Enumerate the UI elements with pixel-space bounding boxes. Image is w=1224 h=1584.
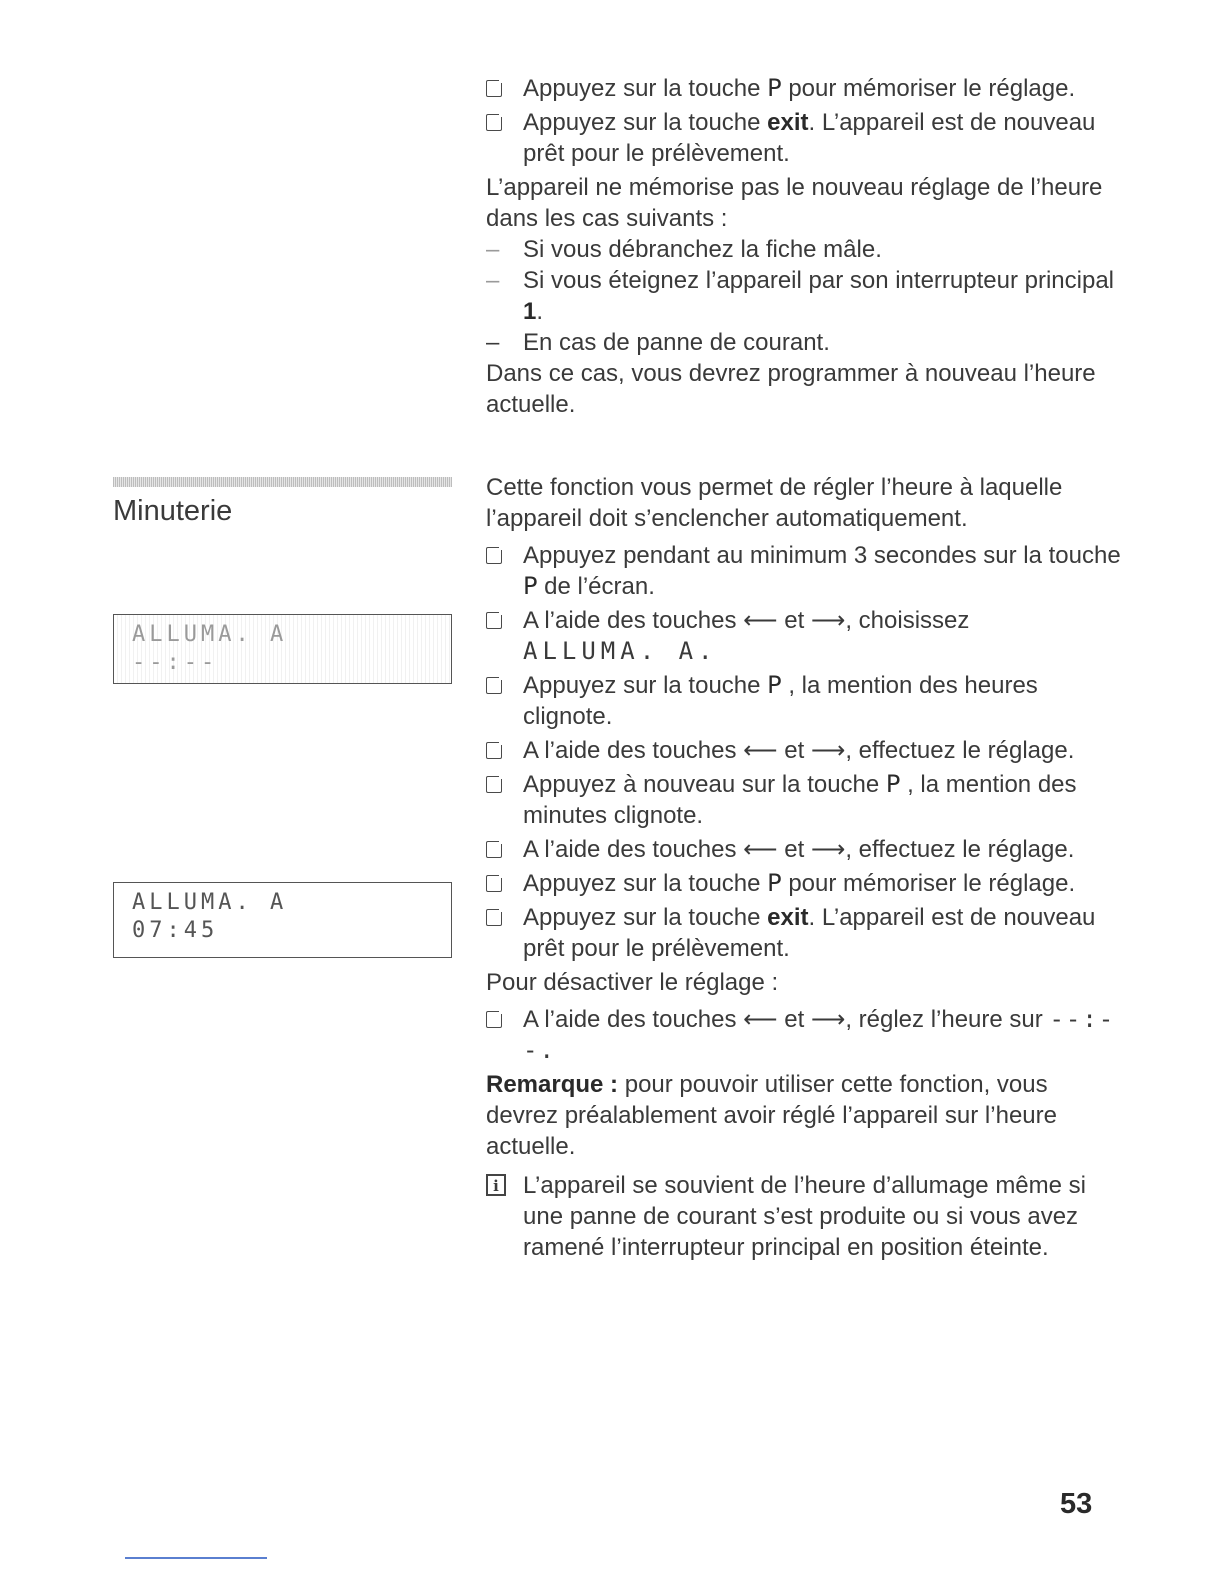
- lcd-display-off: ALLUMA. A --:--: [113, 614, 452, 684]
- paragraph-not-stored: L’appareil ne mémorise pas le nouveau réglage de l’heure dans les cas suivants :: [486, 174, 1103, 232]
- step-hours-blink: Appuyez sur la touche P , la mention des heures clignote.: [486, 670, 1126, 732]
- dash-bullet: –: [486, 236, 500, 263]
- list-item: – Si vous éteignez l’appareil par son interrupteur principal 1.: [486, 267, 1114, 325]
- intro-paragraph: Cette fonction vous permet de régler l’heure à laquelle l’appareil doit s’enclencher automatiquement.: [486, 474, 1063, 532]
- checkbox-bullet-icon: [486, 841, 502, 858]
- remark-label: Remarque :: [486, 1071, 619, 1098]
- list-item: – Si vous débranchez la fiche mâle.: [486, 236, 882, 263]
- step-store-setting: Appuyez sur la touche P pour mémoriser le réglage.: [486, 73, 1126, 104]
- checkbox-bullet-icon: [486, 875, 502, 892]
- lcd-text: --:--.: [523, 1005, 1116, 1064]
- paragraph-reprogram: Dans ce cas, vous devrez programmer à nouveau l’heure actuelle.: [486, 360, 1096, 418]
- checkbox-bullet-icon: [486, 776, 502, 793]
- info-note: i L’appareil se souvient de l’heure d’allumage même si une panne de courant s’est produite ou si vous avez ramené l’interrupteur principal en position éteinte.: [486, 1170, 1126, 1263]
- dash-bullet: –: [486, 267, 500, 294]
- checkbox-bullet-icon: [486, 612, 502, 629]
- dash-bullet: –: [486, 329, 500, 356]
- checkbox-bullet-icon: [486, 114, 502, 131]
- checkbox-bullet-icon: [486, 677, 502, 694]
- lcd-display-time: ALLUMA. A 07:45: [113, 882, 452, 958]
- step-exit: Appuyez sur la touche exit. L’appareil est de nouveau prêt pour le prélèvement.: [486, 902, 1126, 964]
- left-arrow-icon: ⟵: [743, 1005, 778, 1033]
- checkbox-bullet-icon: [486, 1011, 502, 1028]
- right-arrow-icon: ⟶: [810, 606, 846, 634]
- key-p: P: [767, 74, 782, 102]
- left-arrow-icon: ⟵: [743, 835, 778, 863]
- step-press-p: Appuyez pendant au minimum 3 secondes sur la touche P de l’écran.: [486, 540, 1126, 602]
- list-item: – En cas de panne de courant.: [486, 329, 830, 356]
- page-number: 53: [1060, 1488, 1093, 1520]
- deactivate-label: Pour désactiver le réglage :: [486, 969, 779, 996]
- section-title: Minuterie: [113, 495, 233, 527]
- checkbox-bullet-icon: [486, 80, 502, 97]
- footer-line: [125, 1557, 267, 1559]
- checkbox-bullet-icon: [486, 742, 502, 759]
- step-set-minutes: A l’aide des touches ⟵ et ⟶, effectuez le réglage.: [486, 834, 1126, 865]
- remark: Remarque : pour pouvoir utiliser cette fonction, vous devrez préalablement avoir réglé l’appareil sur l’heure actuelle.: [486, 1071, 1057, 1160]
- info-icon: i: [486, 1174, 506, 1196]
- lcd-text: ALLUMA. A.: [523, 637, 718, 665]
- step-minutes-blink: Appuyez à nouveau sur la touche P , la mention des minutes clignote.: [486, 769, 1126, 831]
- step-deactivate: A l’aide des touches ⟵ et ⟶, réglez l’heure sur --:--.: [486, 1004, 1126, 1066]
- section-divider: [113, 477, 452, 487]
- right-arrow-icon: ⟶: [810, 835, 846, 863]
- left-arrow-icon: ⟵: [743, 606, 778, 634]
- minuterie-instructions: [486, 472, 1126, 1266]
- left-arrow-icon: ⟵: [743, 736, 778, 764]
- step-store: Appuyez sur la touche P pour mémoriser le réglage.: [486, 868, 1126, 899]
- right-arrow-icon: ⟶: [810, 736, 846, 764]
- checkbox-bullet-icon: [486, 909, 502, 926]
- right-arrow-icon: ⟶: [810, 1005, 846, 1033]
- top-instructions: [486, 73, 1126, 420]
- step-set-hours: A l’aide des touches ⟵ et ⟶, effectuez le réglage.: [486, 735, 1126, 766]
- step-exit: Appuyez sur la touche exit. L’appareil est de nouveau prêt pour le prélèvement.: [486, 107, 1126, 169]
- step-choose: A l’aide des touches ⟵ et ⟶, choisissez ALLUMA. A.: [486, 605, 1126, 667]
- key-exit: exit: [767, 109, 809, 136]
- checkbox-bullet-icon: [486, 547, 502, 564]
